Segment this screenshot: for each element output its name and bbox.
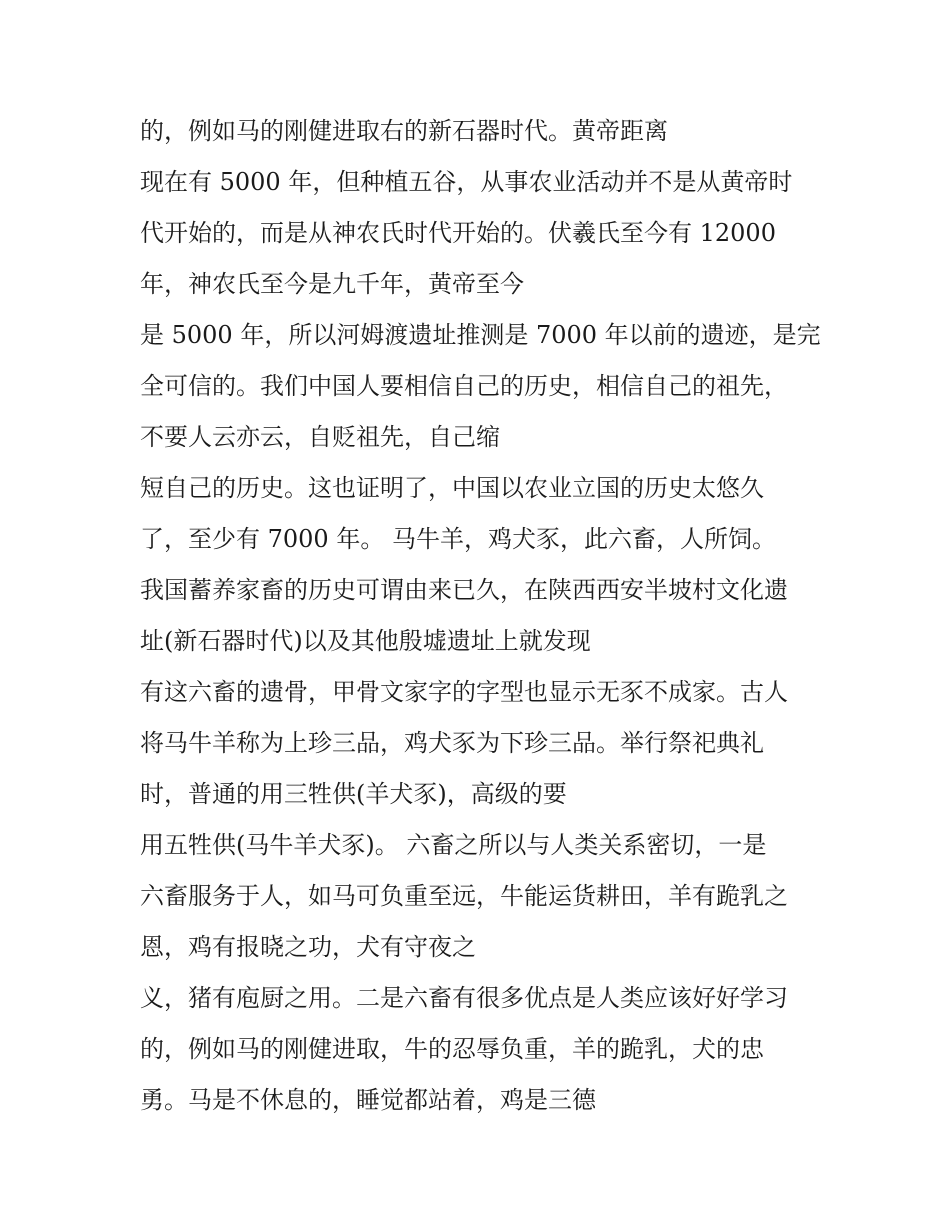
text-line: 时，普通的用三牲供(羊犬豕)，高级的要: [140, 780, 567, 808]
text-line: 勇。马是不休息的，睡觉都站着，鸡是三德: [140, 1086, 596, 1114]
text-line: 短自己的历史。这也证明了，中国以农业立国的历史太悠久: [140, 474, 764, 502]
text-line: 的，例如马的刚健进取，牛的忍辱负重，羊的跪乳，犬的忠: [140, 1035, 764, 1063]
text-line: 的，例如马的刚健进取右的新石器时代。黄帝距离: [140, 117, 668, 145]
text-line: 有这六畜的遗骨，甲骨文家字的字型也显示无豕不成家。古人: [140, 678, 788, 706]
text-line: 义，猪有庖厨之用。二是六畜有很多优点是人类应该好好学习: [140, 984, 788, 1012]
text-line: 年，神农氏至今是九千年，黄帝至今: [140, 270, 524, 298]
text-line: 址(新石器时代)以及其他殷墟遗址上就发现: [140, 627, 591, 655]
text-line: 我国蓄养家畜的历史可谓由来已久，在陕西西安半坡村文化遗: [140, 576, 788, 604]
text-line: 全可信的。我们中国人要相信自己的历史，相信自己的祖先，: [140, 372, 788, 400]
text-line: 六畜服务于人，如马可负重至远，牛能运货耕田，羊有跪乳之: [140, 882, 788, 910]
text-line: 将马牛羊称为上珍三品，鸡犬豕为下珍三品。举行祭祀典礼: [140, 729, 764, 757]
text-line: 代开始的，而是从神农氏时代开始的。伏羲氏至今有 12000: [140, 219, 776, 247]
text-line: 了，至少有 7000 年。 马牛羊，鸡犬豕，此六畜，人所饲。: [140, 525, 776, 553]
text-line: 不要人云亦云，自贬祖先，自己缩: [140, 423, 500, 451]
text-line: 恩，鸡有报晓之功，犬有守夜之: [140, 933, 476, 961]
body-text: [140, 106, 840, 1126]
text-line: 用五牲供(马牛羊犬豕)。 六畜之所以与人类关系密切，一是: [140, 831, 767, 859]
text-line: 现在有 5000 年，但种植五谷，从事农业活动并不是从黄帝时: [140, 168, 793, 196]
text-line: 是 5000 年，所以河姆渡遗址推测是 7000 年以前的遗迹，是完: [140, 321, 821, 349]
